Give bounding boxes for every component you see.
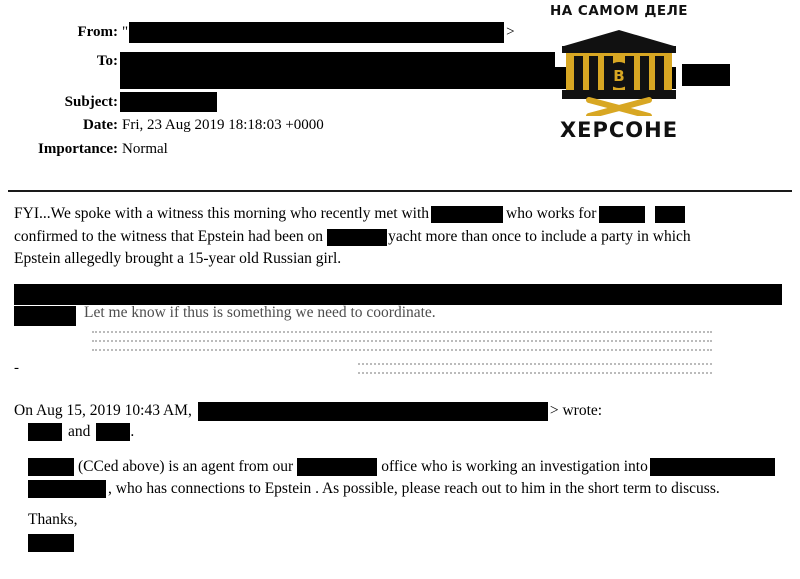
header-row-subject bbox=[0, 92, 400, 112]
redaction-agent-name bbox=[28, 458, 74, 476]
header-row-date bbox=[0, 117, 500, 134]
body-text-segment-3: confirmed to the witness that Epstein had been on bbox=[14, 228, 324, 245]
closing-line: Thanks, bbox=[28, 511, 78, 528]
header-value-importance: Normal bbox=[122, 141, 168, 157]
agent-line-2 bbox=[28, 478, 720, 500]
redaction-block-small bbox=[14, 306, 76, 326]
stray-hyphen: - bbox=[14, 360, 19, 376]
redaction-agent-subject bbox=[650, 458, 775, 476]
body-text-segment-5: Epstein allegedly brought a 15-year old Russian girl. bbox=[14, 250, 342, 267]
header-body-divider bbox=[8, 190, 792, 192]
header-label-from: From: bbox=[77, 24, 118, 40]
redaction-body-1 bbox=[431, 206, 503, 223]
header-label-subject: Subject: bbox=[64, 93, 118, 110]
header-value-date: Fri, 23 Aug 2019 18:18:03 +0000 bbox=[122, 117, 324, 133]
redaction-agent-office bbox=[297, 458, 377, 476]
reply-header-line bbox=[14, 400, 602, 422]
ghost-line-3 bbox=[92, 349, 712, 351]
redaction-body-3 bbox=[655, 206, 685, 223]
body-paragraph-1-line-3 bbox=[14, 248, 341, 270]
ghost-line-4 bbox=[358, 363, 712, 365]
redaction-signature bbox=[28, 534, 74, 552]
redaction-body-4 bbox=[327, 229, 387, 246]
agent-text-c: , who has connections to Epstein . As possible, please reach out to him in the short term to discuss. bbox=[108, 480, 720, 497]
redaction-agent-subject-2 bbox=[28, 480, 106, 498]
reply-greeting-line bbox=[28, 421, 134, 443]
body-text-segment-1: FYI...We spoke with a witness this morning who recently met with bbox=[14, 205, 430, 222]
watermark-top-text: НА САМОМ ДЕЛЕ bbox=[549, 3, 689, 19]
body-text-segment-4: yacht more than once to include a party in which bbox=[388, 228, 691, 245]
greeting-period: . bbox=[130, 423, 135, 440]
header-row-from bbox=[0, 22, 560, 43]
agent-text-b: office who is working an investigation into bbox=[381, 458, 648, 475]
ghost-line-2 bbox=[92, 340, 712, 342]
agent-text-a: (CCed above) is an agent from our bbox=[78, 458, 294, 475]
redaction-subject bbox=[120, 92, 217, 112]
reply-header-tail: > wrote: bbox=[549, 402, 603, 419]
watermark-bottom-text: ХЕРСОНЕ bbox=[559, 118, 679, 142]
body-paragraph-1-line-2 bbox=[14, 226, 691, 248]
header-label-to: To: bbox=[96, 53, 118, 69]
redaction-body-2 bbox=[599, 206, 645, 223]
redaction-greeting-1 bbox=[28, 423, 62, 441]
emblem-artwork bbox=[544, 20, 694, 116]
body-coordinate-line: Let me know if thus is something we need to coordinate. bbox=[84, 304, 436, 321]
redaction-from bbox=[129, 22, 504, 43]
body-text-segment-2: who works for bbox=[506, 205, 597, 222]
header-from-angle: > bbox=[506, 24, 515, 40]
svg-text:В: В bbox=[613, 67, 625, 85]
body-paragraph-1-line-1 bbox=[14, 203, 685, 225]
watermark-emblem bbox=[534, 4, 704, 174]
emblem-svg bbox=[544, 20, 694, 116]
header-value-from-quote: " bbox=[122, 24, 129, 40]
agent-line-1 bbox=[28, 456, 775, 478]
header-label-importance: Importance: bbox=[38, 141, 118, 157]
header-row-importance bbox=[0, 141, 400, 158]
redaction-reply-sender bbox=[198, 402, 548, 421]
greeting-and: and bbox=[68, 423, 91, 440]
ghost-line-1 bbox=[92, 331, 712, 333]
ghost-line-5 bbox=[358, 372, 712, 374]
header-label-date: Date: bbox=[83, 117, 118, 133]
reply-header-text: On Aug 15, 2019 10:43 AM, bbox=[14, 402, 192, 419]
redaction-greeting-2 bbox=[96, 423, 130, 441]
